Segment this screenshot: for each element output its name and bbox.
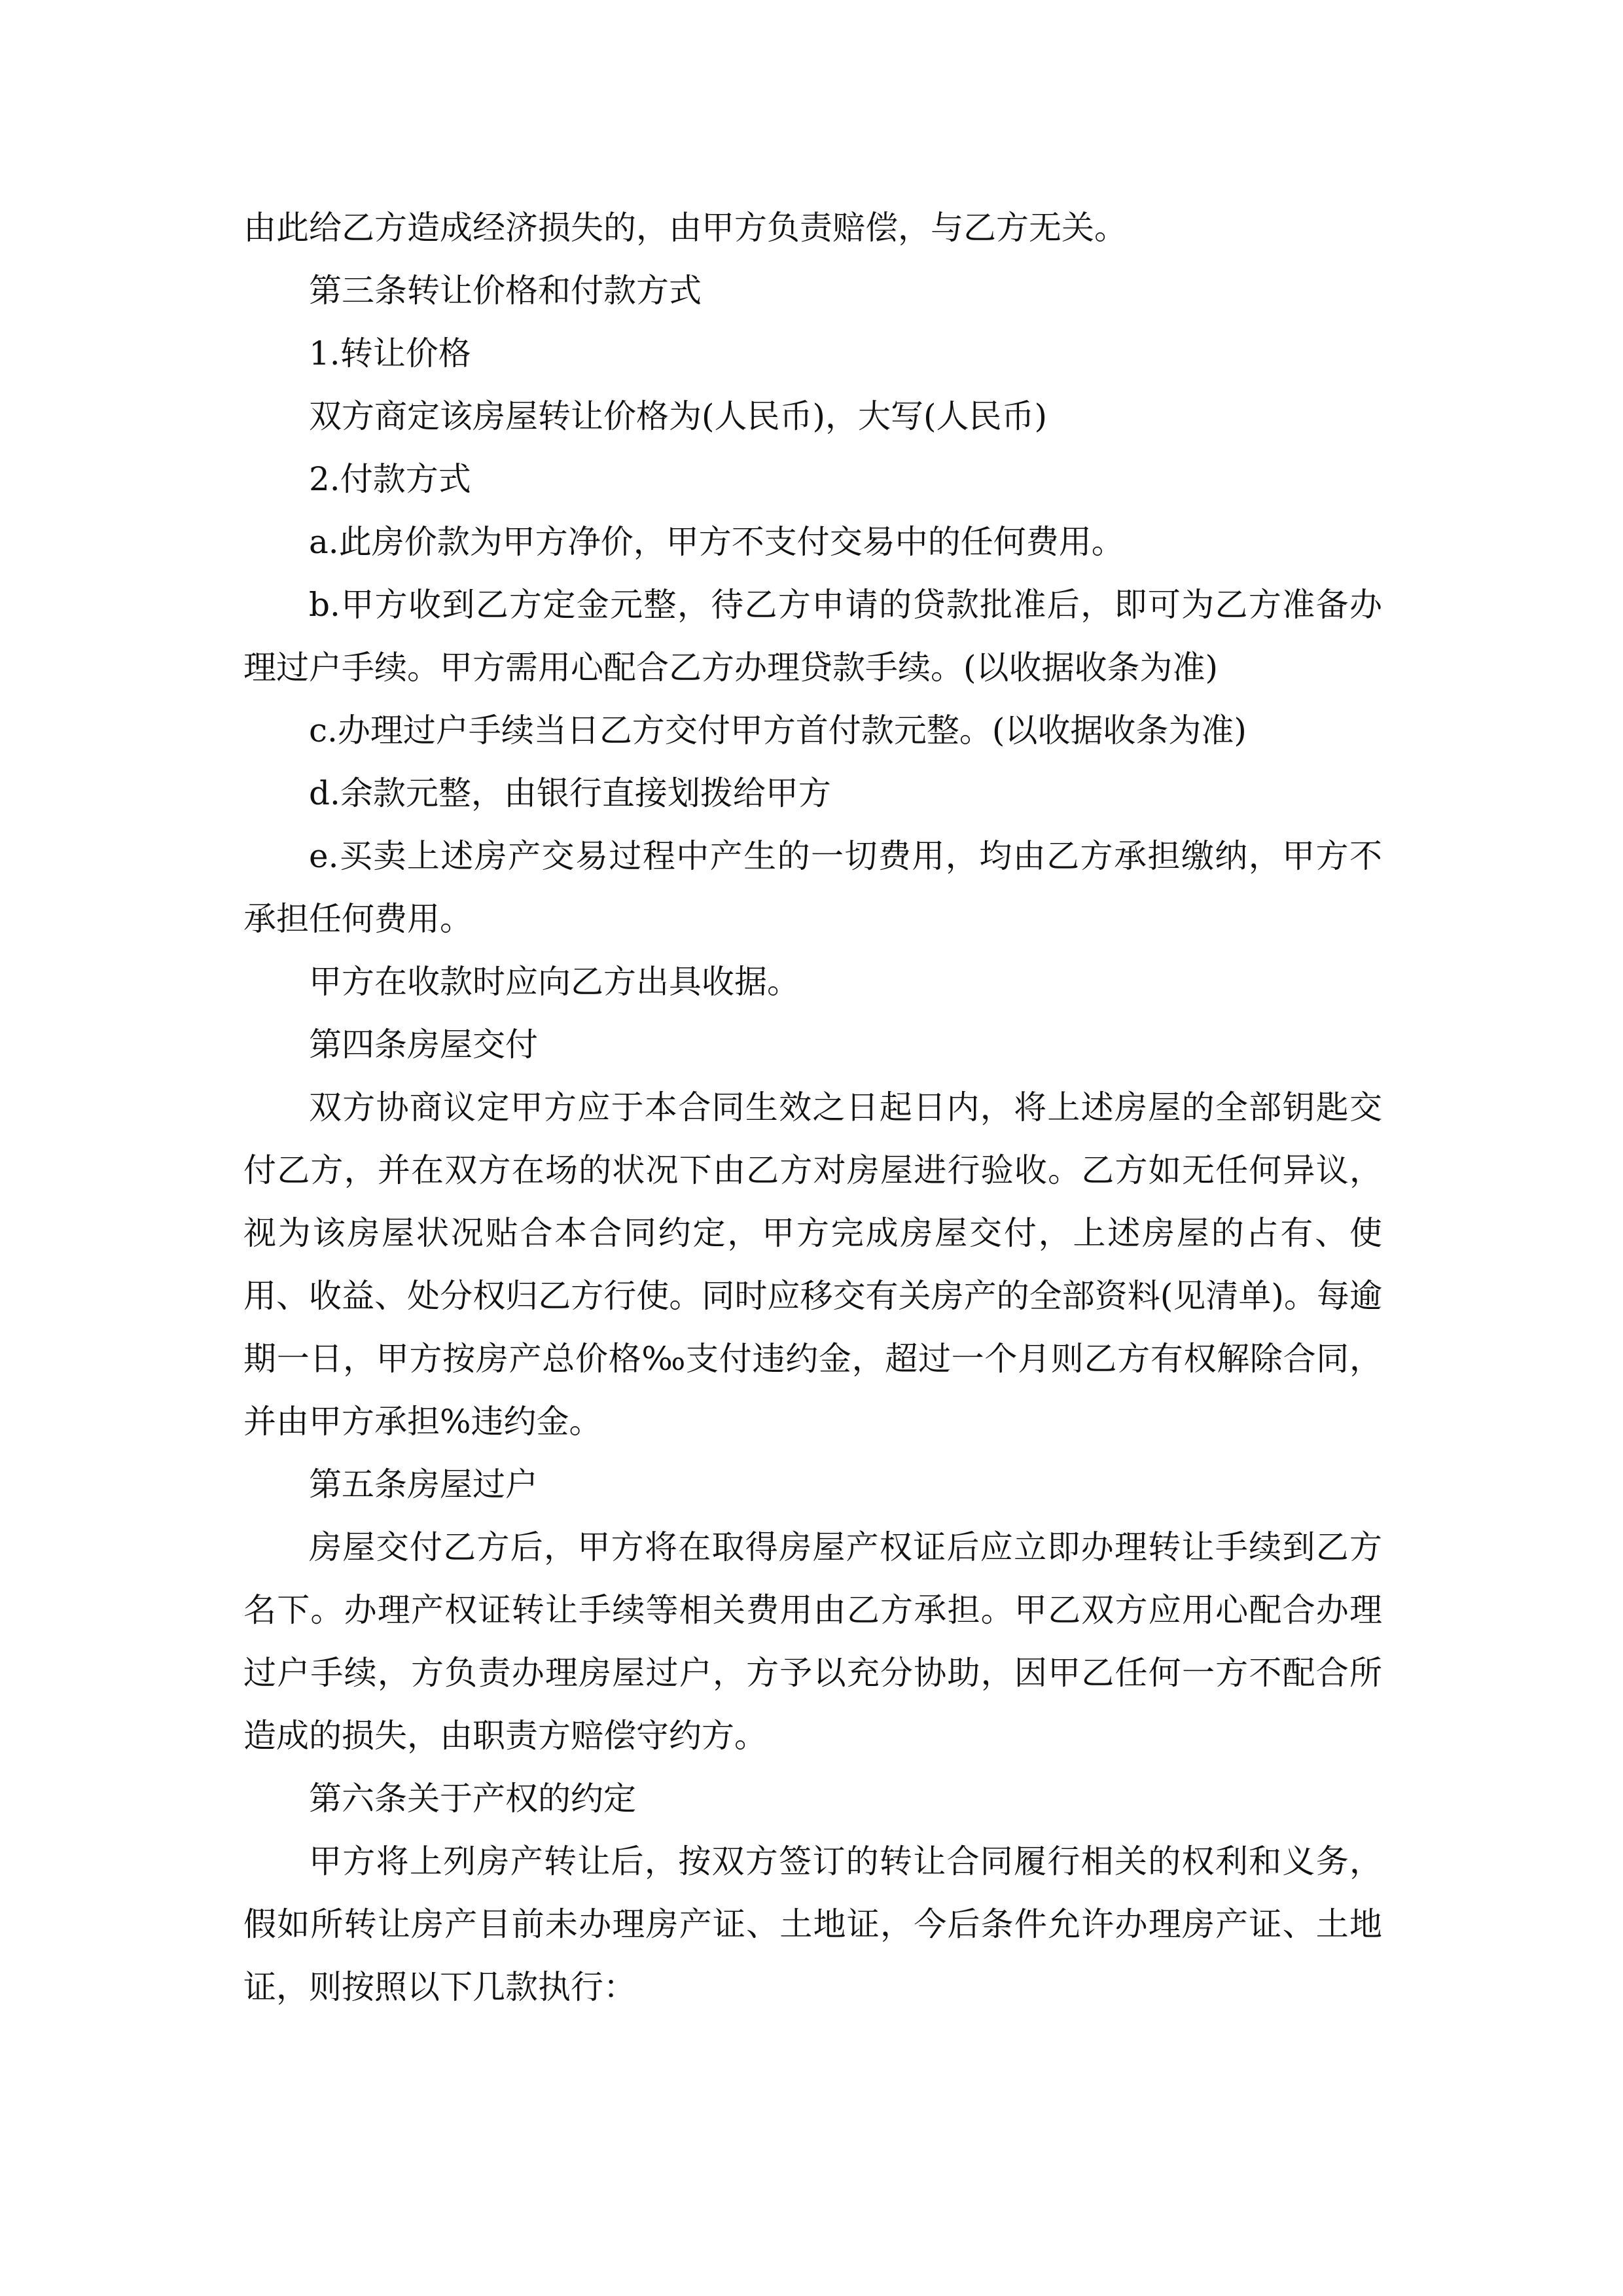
paragraph-receipt: 甲方在收款时应向乙方出具收据。	[309, 963, 800, 1001]
paragraph-property-rights: 甲方将上列房产转让后，按双方签订的转让合同履行相关的权利和义务，假如所转让房产目前未办理房产证、土地证，今后条件允许办理房产证、土地证，则按照以下几款执行：	[243, 1842, 1382, 2006]
list-item-payment-e: e.买卖上述房产交易过程中产生的一切费用，均由乙方承担缴纳，甲方不承担任何费用。	[243, 837, 1382, 938]
paragraph-transfer-price: 双方商定该房屋转让价格为(人民币)，大写(人民币)	[309, 397, 1048, 435]
paragraph-house-delivery: 双方协商议定甲方应于本合同生效之日起日内，将上述房屋的全部钥匙交付乙方，并在双方在场的状况下由乙方对房屋进行验收。乙方如无任何异议，视为该房屋状况贴合本合同约定，甲方完成房屋交付，上述房屋的占有、使用、收益、处分权归乙方行使。同时应移交有关房产的全部资料(见清单)。每逾期一日，甲方按房产总价格‰支付违约金，超过一个月则乙方有权解除合同，并由甲方承担%违约金。	[243, 1088, 1382, 1441]
subheading-transfer-price: 1.转让价格	[309, 334, 471, 372]
heading-article-4: 第四条房屋交付	[309, 1026, 538, 1064]
list-item-payment-d: d.余款元整，由银行直接划拨给甲方	[309, 774, 831, 812]
paragraph-compensation-clause: 由此给乙方造成经济损失的，由甲方负责赔偿，与乙方无关。	[243, 209, 1127, 247]
list-item-payment-b: b.甲方收到乙方定金元整，待乙方申请的贷款批准后，即可为乙方准备办理过户手续。甲方需用心配合乙方办理贷款手续。(以收据收条为准)	[243, 586, 1382, 687]
paragraph-ownership-transfer: 房屋交付乙方后，甲方将在取得房屋产权证后应立即办理转让手续到乙方名下。办理产权证转让手续等相关费用由乙方承担。甲乙双方应用心配合办理过户手续，方负责办理房屋过户，方予以充分协助，因甲乙任何一方不配合所造成的损失，由职责方赔偿守约方。	[243, 1528, 1382, 1755]
list-item-payment-a: a.此房价款为甲方净价，甲方不支付交易中的任何费用。	[309, 523, 1124, 561]
contract-body	[243, 196, 1382, 2018]
list-item-payment-c: c.办理过户手续当日乙方交付甲方首付款元整。(以收据收条为准)	[309, 711, 1247, 749]
heading-article-5: 第五条房屋过户	[309, 1465, 538, 1503]
subheading-payment-method: 2.付款方式	[309, 460, 471, 498]
heading-article-3: 第三条转让价格和付款方式	[309, 272, 702, 310]
heading-article-6: 第六条关于产权的约定	[309, 1780, 636, 1818]
